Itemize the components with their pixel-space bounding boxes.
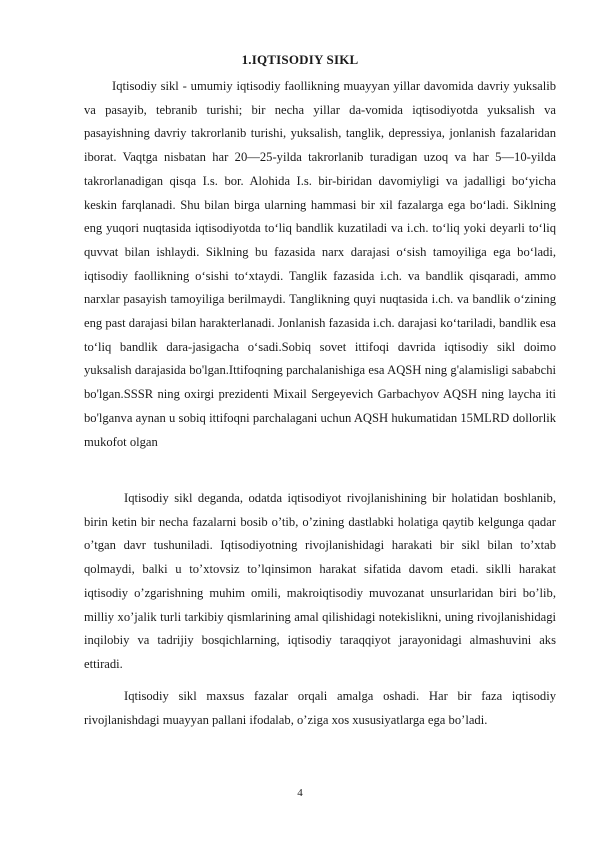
- section-title: 1.IQTISODIY SIKL: [241, 52, 359, 67]
- paragraph: Iqtisodiy sikl - umumiy iqtisodiy faollikning muayyan yillar davomida davriy yuksalib va pasayib, tebranib turishi; bir necha yillar da-vomida iqtisodiyotda yuksalish va pasayishning davriy takrorlanib turishi, yuksalish, tanglik, depressiya, jonlanish fazalaridan iborat. Vaqtga nisbatan har 20—25-yilda takrorlanib turadigan uzoq va har 5—10-yilda takrorlanadigan qisqa I.s. bor. Alohida I.s. bir-biridan davomiyligi va jadalligi bo‘yicha keskin farqlanadi. Shu bilan birga ularning hammasi bir xil fazalarga ega bo‘ladi. Siklning eng yuqori nuqtasida iqtisodiyotda to‘liq bandlik kuzatiladi va i.ch. to‘liq yoki deyarli to‘liq quvvat bilan ishlaydi. Siklning bu fazasida narx darajasi o‘sish tamoyiliga ega bo‘ladi, iqtisodiy faollikning o‘sishi to‘xtaydi. Tanglik fazasida i.ch. va bandlik qisqaradi, ammo narxlar pasayish tamoyiliga berilmaydi. Tanglikning quyi nuqtasida i.ch. va bandlik o‘zining eng past darajasi bilan harakterlanadi. Jonlanish fazasida i.ch. darajasi ko‘tariladi, bandlik esa to‘liq bandlik dara-jasigacha o‘sadi.Sobiq sovet ittifoqi davrida iqtisodiy sikl doimo yuksalish darajasida bo'lgan.Ittifoqning parchalanishiga esa AQSH ning g'alamisligi sababchi bo'lgan.SSSR ning oxirgi prezidenti Mixail Sergeyevich Garbachyov AQSH ning laycha iti bo'lganva aynan u sobiq ittifoqni parchalagani uchun AQSH hukumatidan 15MLRD dollorlik mukofot olgan: [84, 79, 556, 449]
- paragraph: Iqtisodiy sikl maxsus fazalar orqali amalga oshadi. Har bir faza iqtisodiy rivojlanishdagi muayyan pallani ifodalab, o’ziga xos xususiyatlarga ega bo’ladi.: [84, 689, 556, 727]
- paragraph: Iqtisodiy sikl deganda, odatda iqtisodiyot rivojlanishining bir holatidan boshlanib, birin ketin bir necha fazalarni bosib o’tib, o’zining dastlabki holatiga qaytib kelgunga qadar o’tgan davr tushuniladi. Iqtisodiyotning rivojlanishidagi harakati bir sikl bilan to’xtab qolmaydi, balki u to’xtovsiz to’lqinsimon harakat sifatida davom etadi. siklli harakat iqtisodiy o’zgarishning muhim omili, makroiqtisodiy muvozanat unsurlaridan biri bo’lib, milliy xo’jalik turli tarkibiy qismlarining amal qilishidagi notekislikni, uning rivojlanishidagi inqilobiy va tadrijiy bosqichlarning, iqtisodiy taraqqiyot jarayonidagi almashuvini aks ettiradi.: [84, 491, 556, 671]
- page-number: 4: [297, 787, 303, 799]
